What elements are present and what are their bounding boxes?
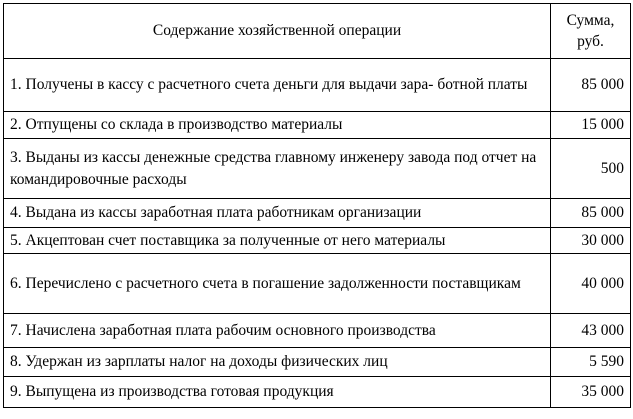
- header-amount-line2: руб.: [577, 33, 604, 50]
- table-row: [4, 228, 631, 254]
- table-header-row: [4, 4, 631, 59]
- operation-description: 2. Отпущены со склада в производство материалы: [4, 112, 551, 139]
- operation-amount: 5 590: [551, 348, 631, 377]
- table-row: [4, 199, 631, 228]
- table-row: [4, 377, 631, 408]
- operation-amount: 40 000: [551, 254, 631, 314]
- operation-amount: 43 000: [551, 314, 631, 348]
- operation-description: 4. Выдана из кассы заработная плата работникам организации: [4, 199, 551, 228]
- operation-amount: 15 000: [551, 112, 631, 139]
- table-row: [4, 139, 631, 199]
- operation-amount: 30 000: [551, 228, 631, 254]
- operation-amount: 85 000: [551, 59, 631, 112]
- operation-amount: 85 000: [551, 199, 631, 228]
- operation-amount: 35 000: [551, 377, 631, 408]
- table-row: [4, 59, 631, 112]
- table-row: [4, 254, 631, 314]
- operation-description: 1. Получены в кассу с расчетного счета деньги для выдачи зара- ботной платы: [4, 59, 551, 112]
- operations-table: [3, 3, 631, 408]
- operation-description: 9. Выпущена из производства готовая продукция: [4, 377, 551, 408]
- table-row: [4, 112, 631, 139]
- table-row: [4, 348, 631, 377]
- operation-description: 3. Выданы из кассы денежные средства главному инженеру завода под отчет на командировочные расходы: [4, 139, 551, 199]
- operation-description: 8. Удержан из зарплаты налог на доходы физических лиц: [4, 348, 551, 377]
- operation-description: 6. Перечислено с расчетного счета в погашение задолженности поставщикам: [4, 254, 551, 314]
- header-amount: [551, 4, 631, 59]
- header-amount-line1: Сумма,: [566, 12, 615, 29]
- header-description: Содержание хозяйственной операции: [4, 4, 551, 59]
- operation-description: 7. Начислена заработная плата рабочим основного производства: [4, 314, 551, 348]
- table-row: [4, 314, 631, 348]
- operation-amount: 500: [551, 139, 631, 199]
- operation-description: 5. Акцептован счет поставщика за полученные от него материалы: [4, 228, 551, 254]
